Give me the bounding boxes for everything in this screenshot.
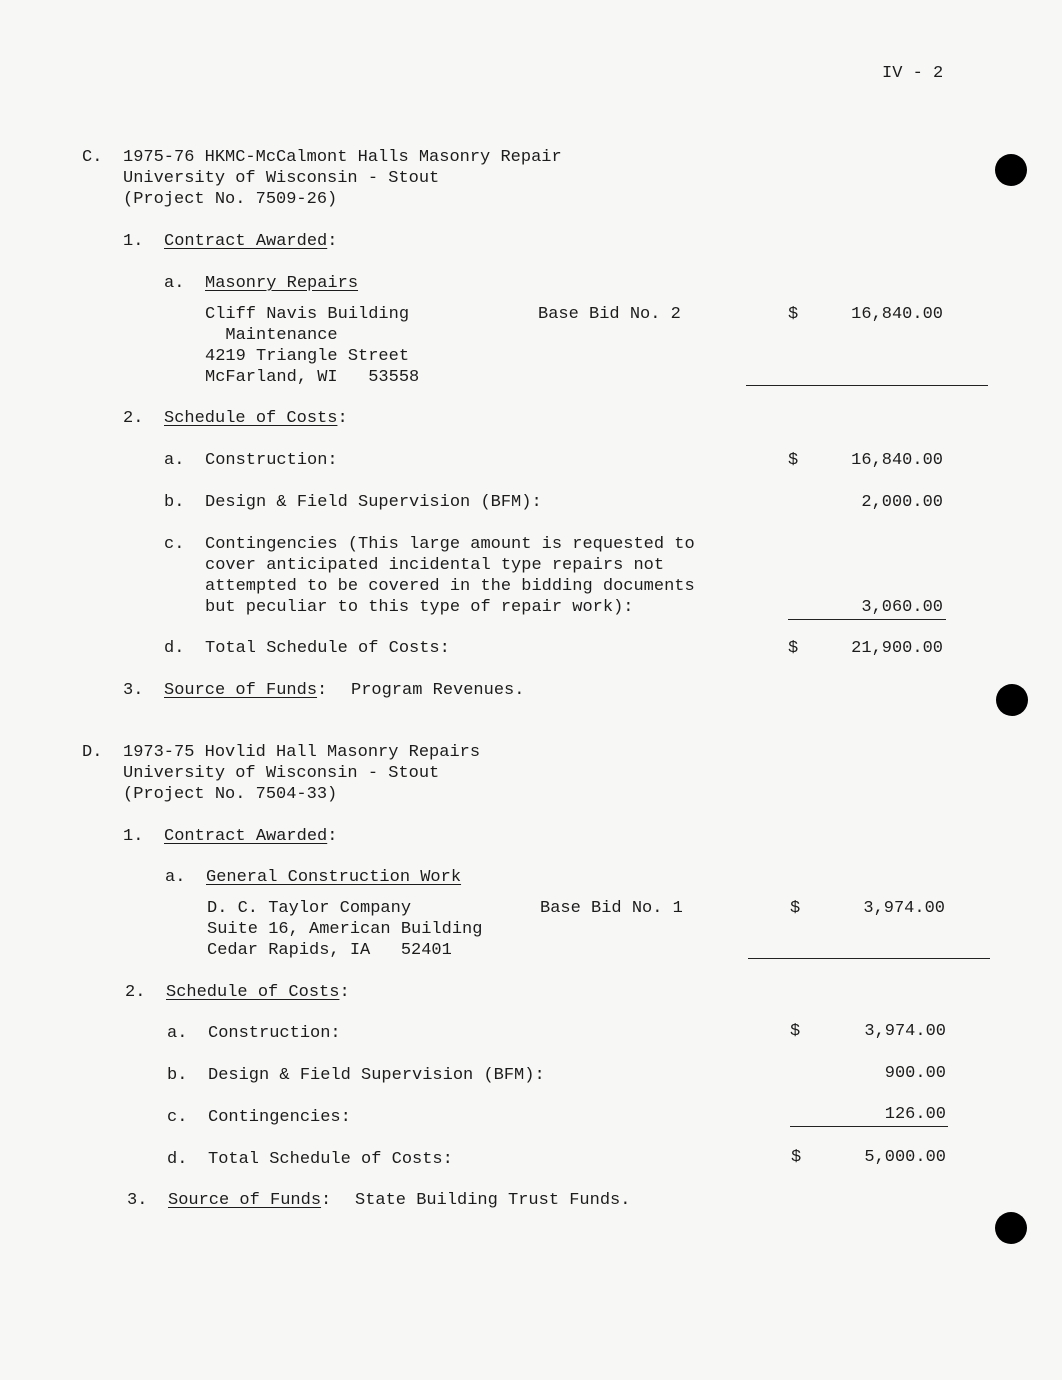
section-letter: D. (82, 743, 103, 762)
section-title: 1975-76 HKMC-McCalmont Halls Masonry Repair (123, 148, 562, 167)
cost-item-label: Contingencies: (208, 1108, 351, 1127)
total-label: Total Schedule of Costs: (208, 1150, 453, 1169)
schedule-number: 2. (123, 409, 144, 428)
contract-item-letter: a. (164, 274, 185, 293)
section-title: 1973-75 Hovlid Hall Masonry Repairs (123, 743, 481, 762)
cost-item-amount: 126.00 (884, 1105, 946, 1124)
funds-heading: Source of Funds: (164, 681, 328, 700)
dollar-sign: $ (790, 899, 801, 918)
cost-item-amount: 3,060.00 (861, 598, 943, 617)
contract-number: 1. (123, 827, 144, 846)
dollar-sign: $ (788, 305, 799, 324)
contract-item-title: Masonry Repairs (205, 274, 359, 293)
cost-item-letter: b. (164, 493, 185, 512)
section-letter: C. (82, 148, 103, 167)
schedule-number: 2. (125, 983, 146, 1002)
divider-line (746, 385, 988, 386)
cost-item-label: Construction: (208, 1024, 341, 1043)
section-institution: University of Wisconsin - Stout (123, 169, 440, 188)
dollar-sign: $ (788, 451, 799, 470)
contractor-name-cont: Maintenance (205, 326, 338, 345)
contract-heading: Contract Awarded: (164, 827, 338, 846)
total-label: Total Schedule of Costs: (205, 639, 450, 658)
cost-item-label: Design & Field Supervision (BFM): (205, 493, 542, 512)
cost-item-letter: a. (167, 1024, 188, 1043)
schedule-heading: Schedule of Costs: (166, 983, 350, 1002)
cost-item-label: Contingencies (This large amount is requested to (205, 535, 695, 554)
contract-item-letter: a. (165, 868, 186, 887)
cost-item-letter: c. (164, 535, 185, 554)
contractor-name: D. C. Taylor Company (207, 899, 412, 918)
contractor-address: Suite 16, American Building (207, 920, 483, 939)
binder-hole (995, 154, 1027, 186)
cost-item-letter: c. (167, 1108, 188, 1127)
cost-item-label-cont: cover anticipated incidental type repairs not (205, 556, 665, 575)
cost-item-letter: d. (164, 639, 185, 658)
funds-number: 3. (123, 681, 144, 700)
bid-amount: 16,840.00 (851, 305, 943, 324)
cost-item-label-cont: but peculiar to this type of repair work): (205, 598, 634, 617)
subtotal-line (788, 619, 946, 620)
cost-item-amount: 900.00 (884, 1064, 946, 1083)
total-amount: 21,900.00 (851, 639, 943, 658)
contractor-name: Cliff Navis Building (205, 305, 410, 324)
binder-hole (996, 684, 1028, 716)
contractor-address: 4219 Triangle Street (205, 347, 410, 366)
binder-hole (995, 1212, 1027, 1244)
dollar-sign: $ (790, 1022, 801, 1041)
funds-source: State Building Trust Funds. (355, 1191, 631, 1210)
base-bid-label: Base Bid No. 2 (538, 305, 681, 324)
contract-item-title: General Construction Work (206, 868, 462, 887)
contract-number: 1. (123, 232, 144, 251)
dollar-sign: $ (788, 639, 799, 658)
funds-heading: Source of Funds: (168, 1191, 332, 1210)
cost-item-amount: 2,000.00 (861, 493, 943, 512)
cost-item-amount: 16,840.00 (851, 451, 943, 470)
cost-item-label: Design & Field Supervision (BFM): (208, 1066, 545, 1085)
divider-line (748, 958, 990, 959)
contract-heading: Contract Awarded: (164, 232, 338, 251)
total-amount: 5,000.00 (864, 1148, 946, 1167)
cost-item-letter: d. (167, 1150, 188, 1169)
subtotal-line (790, 1126, 948, 1127)
cost-item-amount: 3,974.00 (864, 1022, 946, 1041)
schedule-heading: Schedule of Costs: (164, 409, 348, 428)
funds-source: Program Revenues. (351, 681, 525, 700)
base-bid-label: Base Bid No. 1 (540, 899, 683, 918)
cost-item-letter: a. (164, 451, 185, 470)
section-project-number: (Project No. 7504-33) (123, 785, 338, 804)
funds-number: 3. (127, 1191, 148, 1210)
cost-item-label: Construction: (205, 451, 338, 470)
section-project-number: (Project No. 7509-26) (123, 190, 338, 209)
section-institution: University of Wisconsin - Stout (123, 764, 440, 783)
cost-item-letter: b. (167, 1066, 188, 1085)
contractor-city: McFarland, WI 53558 (205, 368, 420, 387)
bid-amount: 3,974.00 (863, 899, 945, 918)
page-number: IV - 2 (882, 64, 944, 83)
contractor-city: Cedar Rapids, IA 52401 (207, 941, 452, 960)
dollar-sign: $ (791, 1148, 802, 1167)
cost-item-label-cont: attempted to be covered in the bidding documents (205, 577, 695, 596)
